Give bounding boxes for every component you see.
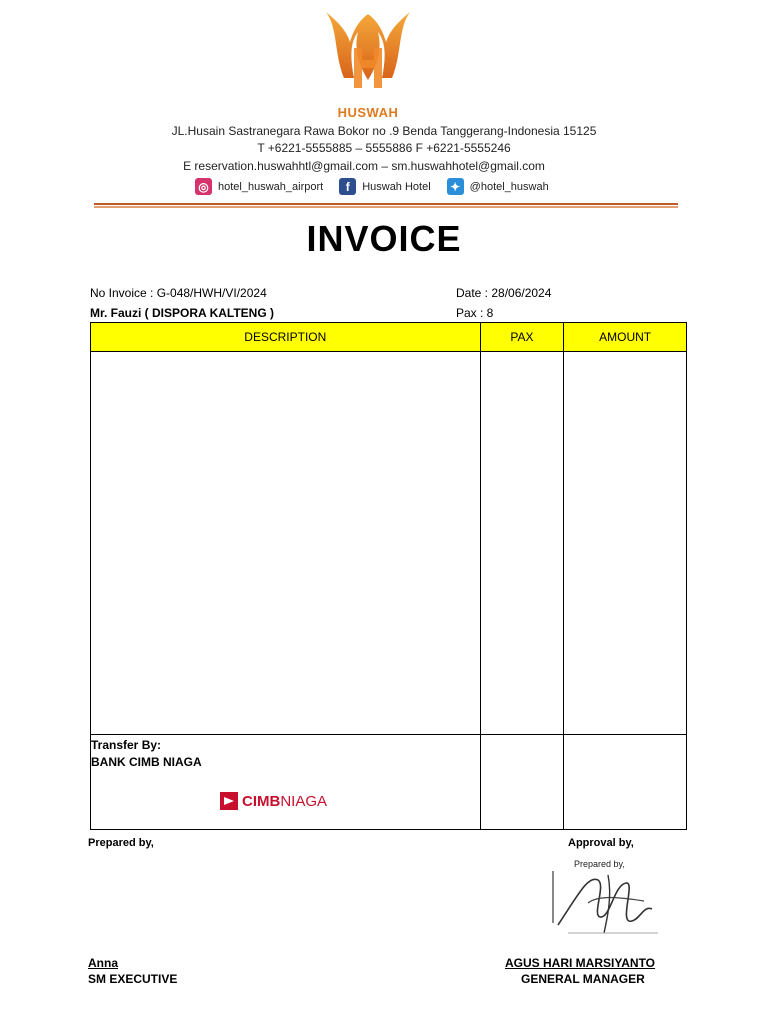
social-item-twitter [447,178,549,195]
preparer-name: Anna [88,956,118,970]
transfer-label: Transfer By: [91,738,162,752]
document-title: INVOICE [306,218,462,259]
twitter-handle: @hotel_huswah [469,180,549,193]
transfer-amount-cell [564,735,687,830]
social-item-facebook [339,178,430,195]
invoice-date: Date : 28/06/2024 [456,286,552,300]
invoice-number: No Invoice : G-048/HWH/VI/2024 [90,286,267,300]
transfer-pax-cell [480,735,564,830]
huswah-logo [320,8,416,98]
social-links [195,178,565,195]
pax-count: Pax : 8 [456,306,494,320]
transfer-cell [91,735,481,830]
transfer-row [91,735,687,830]
cimb-niaga-logo [220,792,327,810]
facebook-icon: f [339,178,356,195]
preparer-title: SM EXECUTIVE [88,972,178,986]
instagram-icon: ◎ [195,178,212,195]
column-header-pax: PAX [480,323,564,352]
cimb-logo-text: CIMB [242,792,281,810]
prepared-by-label: Prepared by, [88,837,154,849]
niaga-logo-text: NIAGA [280,792,328,810]
description-cell [91,352,481,735]
pax-cell [480,352,564,735]
approver-name: AGUS HARI MARSIYANTO [505,956,656,970]
invoice-table [90,322,687,830]
customer-name: Mr. Fauzi ( DISPORA KALTENG ) [90,306,275,320]
table-row [91,352,687,735]
header-divider [94,203,678,205]
facebook-handle: Huswah Hotel [362,180,431,193]
twitter-icon: ✦ [447,178,464,195]
instagram-handle: hotel_huswah_airport [218,180,324,193]
approver-title: GENERAL MANAGER [521,972,645,986]
table-header-row [91,323,687,352]
hotel-email: E reservation.huswahhtl@gmail.com – sm.huswahhotel@gmail.com [183,159,545,173]
column-header-amount: AMOUNT [564,323,687,352]
brand-name: HUSWAH [337,105,399,120]
hotel-phone: T +6221-5555885 – 5555886 F +6221-5555246 [257,141,511,155]
approval-by-label: Approval by, [568,837,634,849]
hotel-address: JL.Husain Sastranegara Rawa Bokor no .9 Benda Tanggerang-Indonesia 15125 [171,124,597,138]
signature-stamp [548,855,668,940]
social-item-instagram [195,178,323,195]
amount-cell [564,352,687,735]
header-divider-accent [94,206,678,208]
column-header-description: DESCRIPTION [91,323,481,352]
stamp-prepared-text: Prepared by, [574,859,625,869]
cimb-logo-icon [220,792,238,810]
bank-name: BANK CIMB NIAGA [91,755,202,769]
